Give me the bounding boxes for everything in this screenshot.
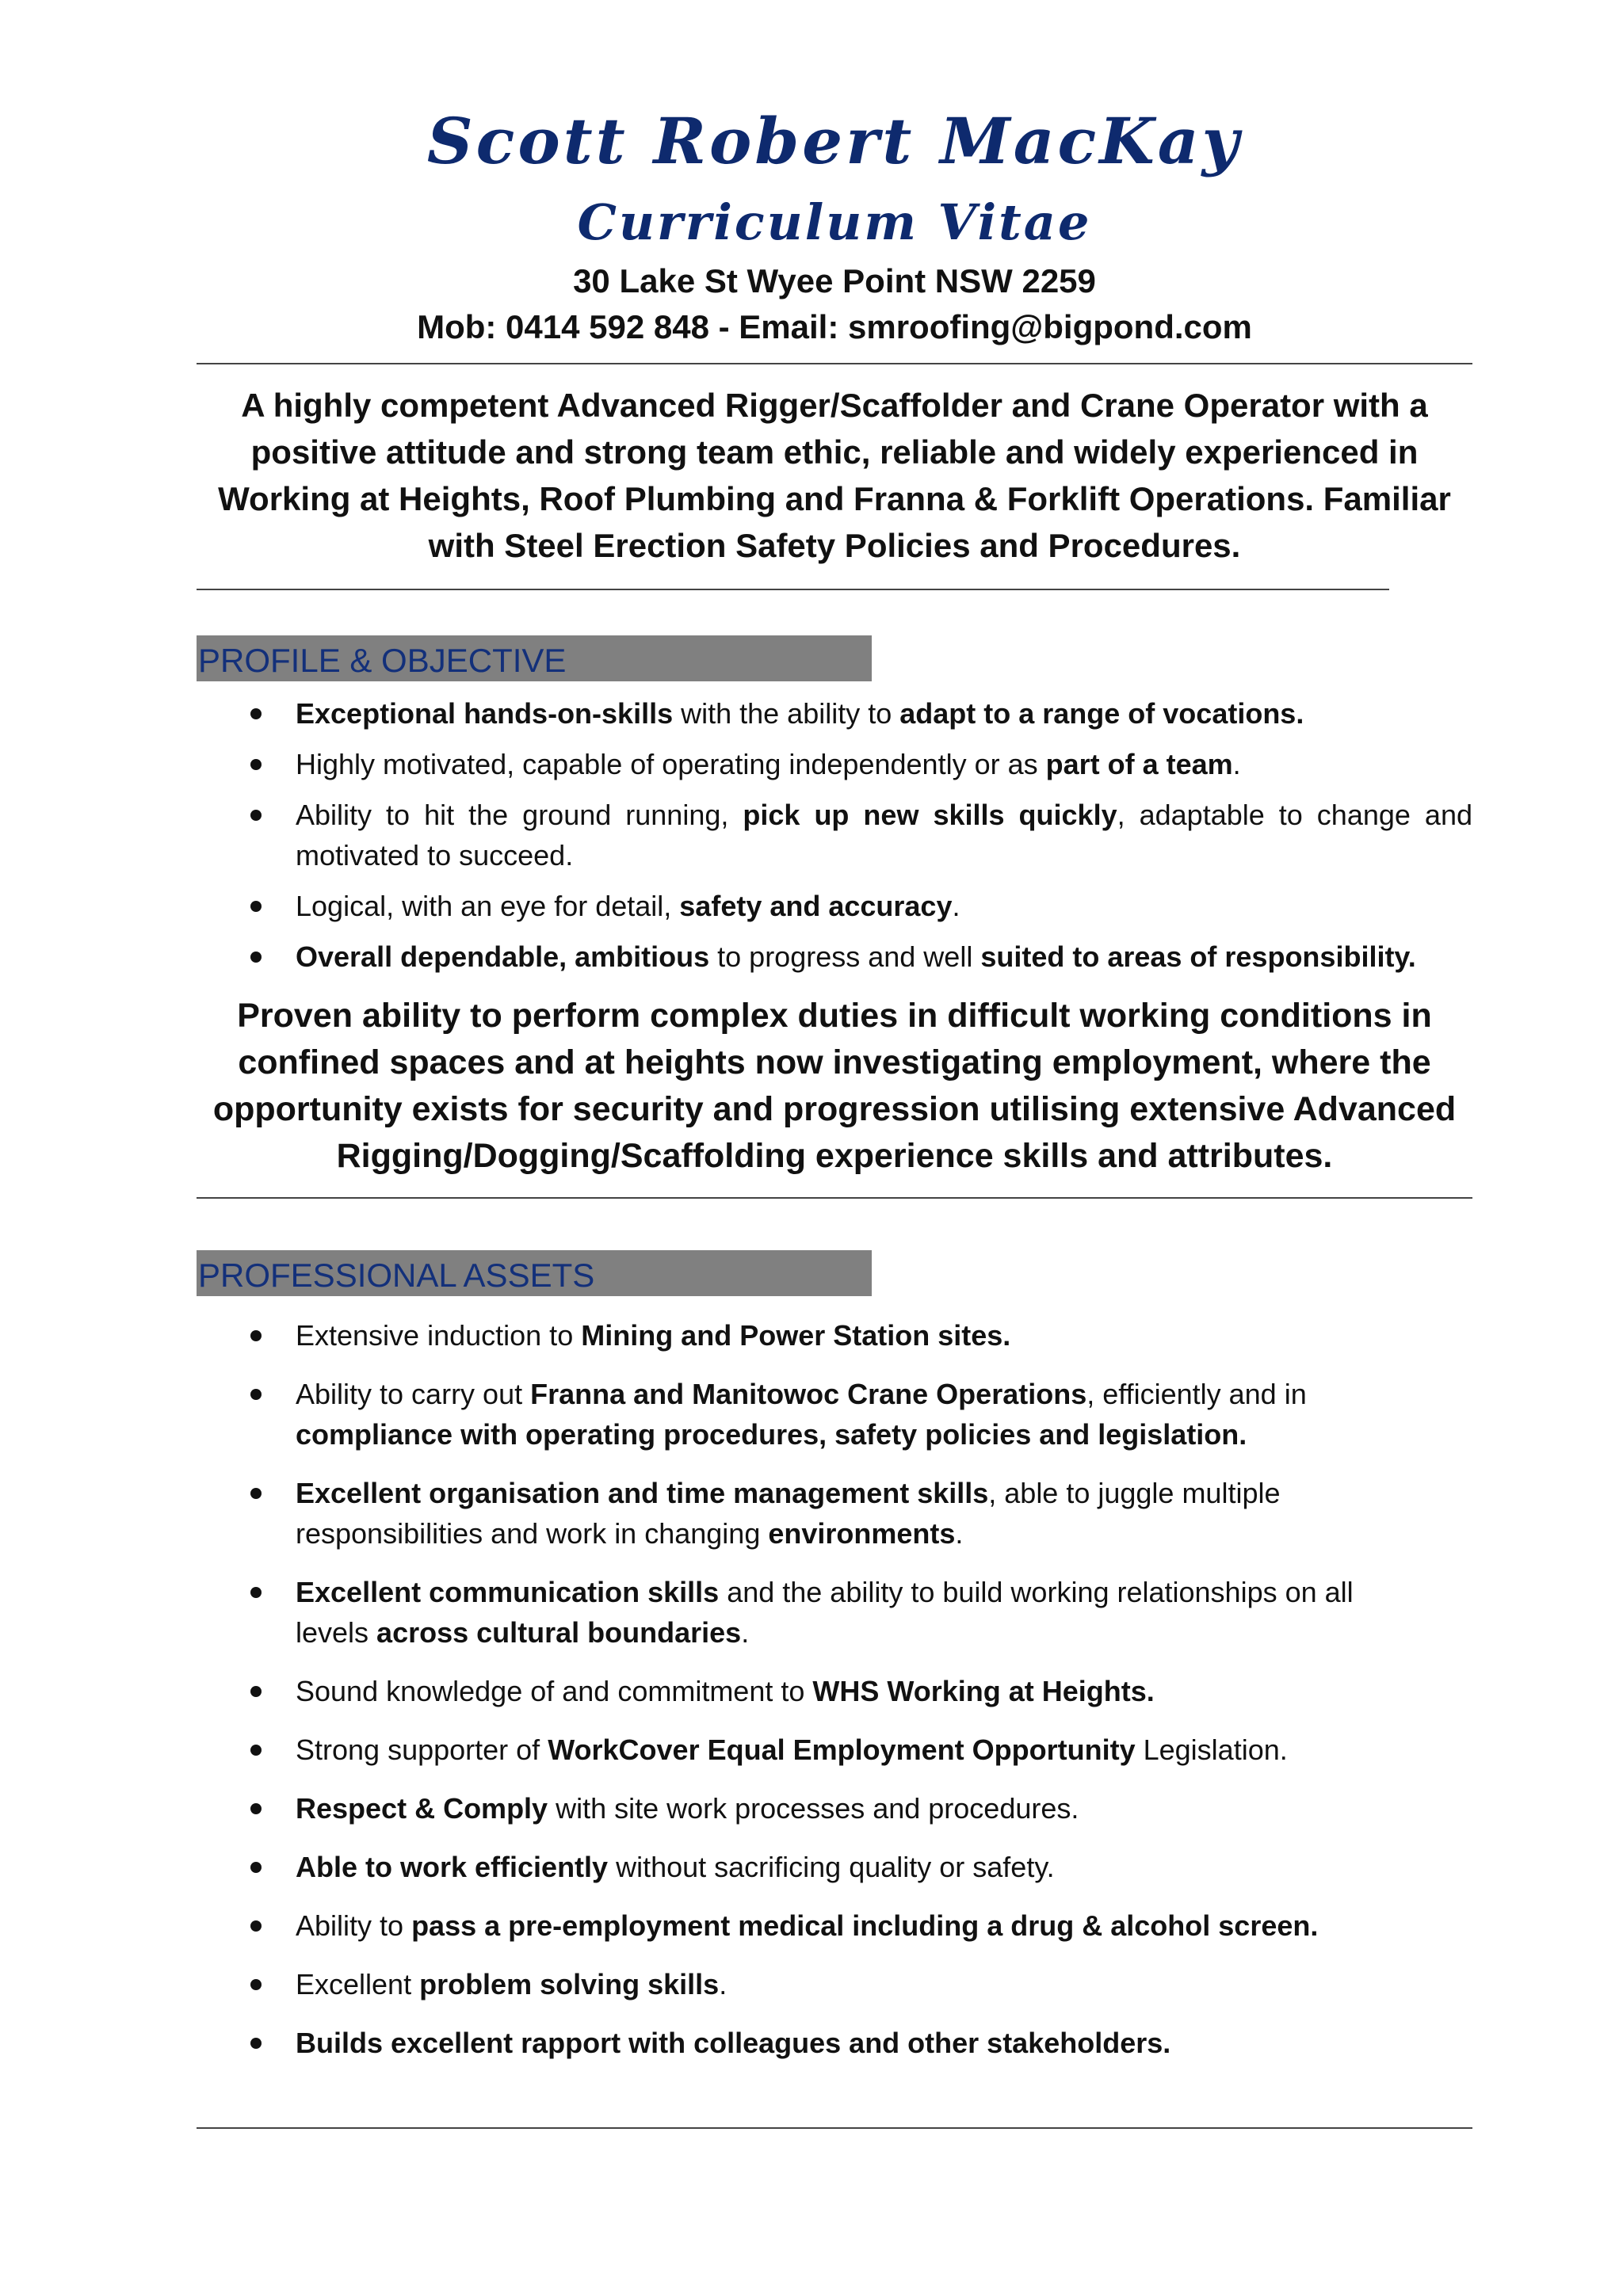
bold-text: pick up new skills quickly	[743, 799, 1117, 831]
section-heading-label: PROFILE & OBJECTIVE	[198, 642, 567, 679]
bold-text: WHS Working at Heights.	[812, 1675, 1155, 1707]
text: , able to juggle multiple	[988, 1477, 1281, 1509]
divider	[197, 363, 1472, 364]
text: , efficiently and in	[1086, 1378, 1307, 1410]
bold-text: Overall dependable, ambitious	[296, 940, 710, 973]
list-item	[197, 1374, 1472, 1455]
divider	[197, 1197, 1472, 1199]
text: Ability to carry out	[296, 1378, 531, 1410]
text: with the ability to	[673, 697, 900, 730]
text: and the ability to build working relationships on all	[719, 1576, 1354, 1608]
bullet-icon	[250, 1862, 262, 1873]
list-item	[197, 1788, 1472, 1829]
text: Highly motivated, capable of operating independently or as	[296, 748, 1046, 780]
text: Logical, with an eye for detail,	[296, 890, 680, 922]
text: levels	[296, 1616, 377, 1649]
bold-text: Excellent communication skills	[296, 1576, 720, 1608]
profile-statement: Proven ability to perform complex duties in difficult working conditions in confined spaces and at heights now investigating employment, where the opportunity exists for security and progression utilising extensive Advanced Rigging/Dogging/Scaffolding experience skills and attributes.	[212, 997, 1457, 1175]
text: Strong supporter of	[296, 1733, 548, 1766]
list-item	[197, 1315, 1472, 1356]
bold-text: safety and accuracy	[679, 890, 953, 922]
bold-text: compliance with operating procedures, safety policies and legislation.	[296, 1418, 1247, 1451]
text: .	[955, 1517, 964, 1550]
bullet-icon	[250, 1979, 262, 1990]
list-item	[197, 1847, 1472, 1887]
bullet-icon	[250, 2038, 262, 2049]
text: with site work processes and procedures.	[548, 1792, 1079, 1825]
bold-text: environments	[768, 1517, 956, 1550]
bold-text: Able to work efficiently	[296, 1851, 609, 1883]
document-title: Curriculum Vitae	[577, 193, 1092, 251]
list-item	[197, 886, 1472, 926]
list-item	[197, 936, 1472, 977]
bold-text: part of a team	[1045, 748, 1233, 780]
bullet-icon	[250, 759, 262, 770]
list-item	[197, 1905, 1472, 1946]
list-item	[197, 795, 1472, 875]
bullet-icon	[250, 901, 262, 912]
text: , adaptable to change and motivated to succeed.	[296, 799, 1472, 871]
section-heading-label: PROFESSIONAL ASSETS	[198, 1257, 595, 1294]
text: .	[741, 1616, 750, 1649]
text: .	[952, 890, 960, 922]
bold-text: Franna and Manitowoc Crane Operations	[530, 1378, 1087, 1410]
bold-text: Mining and Power Station sites.	[581, 1319, 1011, 1352]
list-item	[197, 744, 1472, 784]
profile-list	[197, 693, 1472, 987]
bold-text: Builds excellent rapport with colleagues and other stakeholders.	[296, 2027, 1171, 2059]
list-item	[197, 1964, 1472, 2004]
text: responsibilities and work in changing	[296, 1517, 769, 1550]
bold-text: Excellent organisation and time management skills	[296, 1477, 989, 1509]
section-heading-profile	[197, 635, 872, 681]
cv-header	[197, 95, 1472, 350]
bold-text: problem solving skills	[419, 1968, 720, 2000]
bullet-icon	[250, 708, 262, 719]
bullet-icon	[250, 1587, 262, 1598]
bullet-icon	[250, 1920, 262, 1932]
bold-text: adapt to a range of vocations.	[899, 697, 1304, 730]
list-item	[197, 693, 1472, 734]
list-item	[197, 1473, 1472, 1554]
text: .	[719, 1968, 727, 2000]
bold-text: WorkCover Equal Employment Opportunity	[548, 1733, 1136, 1766]
text: without sacrificing quality or safety.	[608, 1851, 1055, 1883]
list-item	[197, 1671, 1472, 1711]
bullet-icon	[250, 1330, 262, 1341]
bold-text: pass a pre-employment medical including a drug & alcohol screen.	[411, 1909, 1319, 1942]
text: Legislation.	[1135, 1733, 1288, 1766]
bullet-icon	[250, 1686, 262, 1697]
bold-text: Exceptional hands-on-skills	[296, 697, 674, 730]
text: Sound knowledge of and commitment to	[296, 1675, 813, 1707]
section-heading-assets	[197, 1250, 872, 1296]
bullet-icon	[250, 1389, 262, 1400]
list-item	[197, 2023, 1472, 2063]
divider	[197, 2127, 1472, 2129]
contact-line: Mob: 0414 592 848 - Email: smroofing@bigpond.com	[417, 308, 1252, 345]
text: Excellent	[296, 1968, 420, 2000]
bullet-icon	[250, 810, 262, 821]
bold-text: Respect & Comply	[296, 1792, 548, 1825]
bold-text: across cultural boundaries	[376, 1616, 742, 1649]
assets-list	[197, 1315, 1472, 2081]
address-line: 30 Lake St Wyee Point NSW 2259	[573, 262, 1096, 299]
list-item	[197, 1730, 1472, 1770]
bullet-icon	[250, 1803, 262, 1814]
summary-statement: A highly competent Advanced Rigger/Scaffolder and Crane Operator with a positive attitude and strong team ethic, reliable and widely experienced in Working at Heights, Roof Plumbing and Franna & Forklift Operations. Familiar with Steel Erection Safety Policies and Procedures.	[218, 387, 1451, 564]
bold-text: suited to areas of responsibility.	[980, 940, 1416, 973]
divider	[197, 589, 1389, 590]
bullet-icon	[250, 952, 262, 963]
bullet-icon	[250, 1488, 262, 1499]
text: Extensive induction to	[296, 1319, 582, 1352]
text: Ability to	[296, 1909, 412, 1942]
text: .	[1232, 748, 1241, 780]
text: to progress and well	[709, 940, 981, 973]
bullet-icon	[250, 1745, 262, 1756]
list-item	[197, 1572, 1472, 1653]
text: Ability to hit the ground running,	[296, 799, 743, 831]
person-name: Scott Robert MacKay	[426, 104, 1243, 178]
